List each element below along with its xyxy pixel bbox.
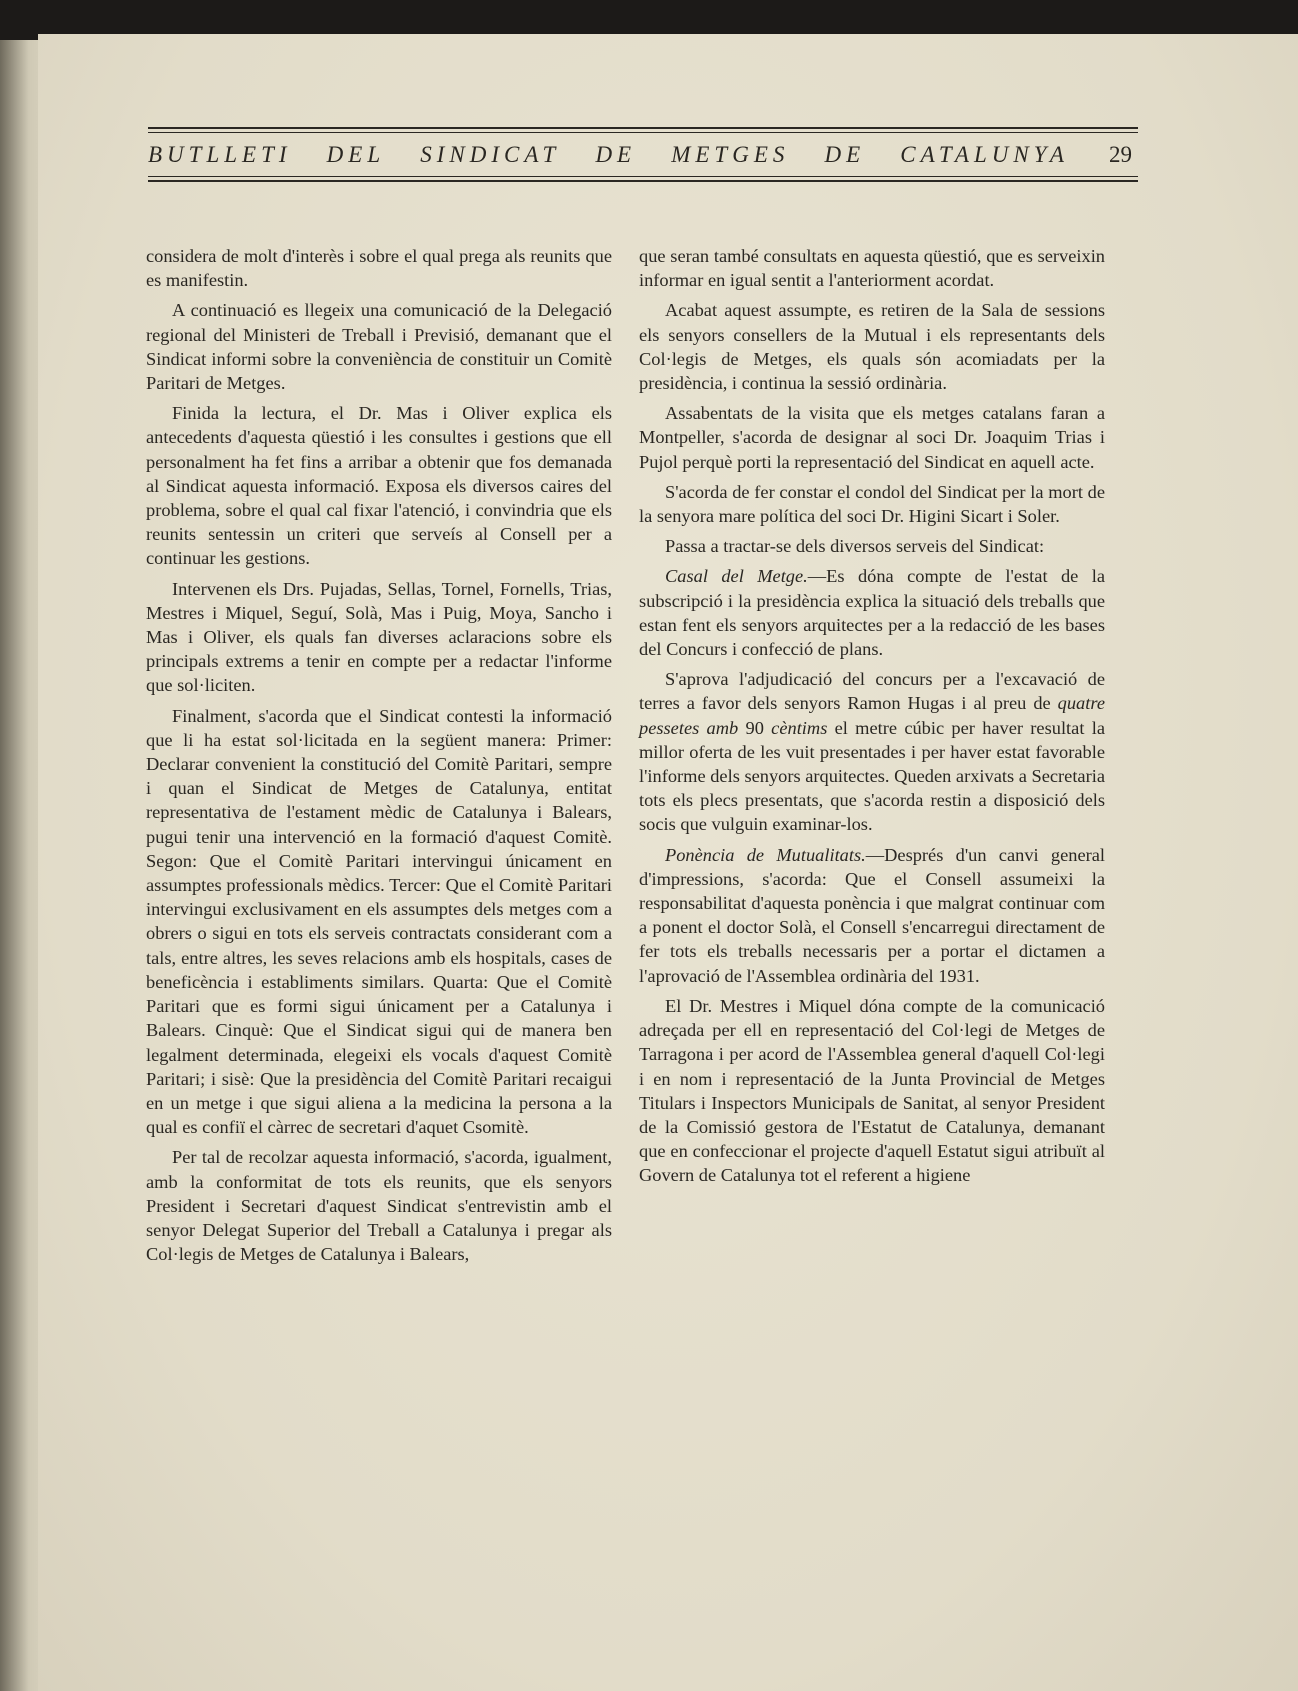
paragraph: Passa a tractar-se dels diversos serveis del Sindicat: <box>665 536 1045 557</box>
paragraph-text: 90 <box>738 717 772 738</box>
paragraph: Acabat aquest assumpte, es retiren de la Sala de sessions els senyors consellers de la Mutual i els representants dels Col·legis de Metges, els quals són acomiadats per la presidència, i continua la sessió ordinària. <box>639 300 1105 394</box>
page-number: 29 <box>1109 142 1132 167</box>
paragraph: Finalment, s'acorda que el Sindicat contesti la informació que li ha estat sol·licitada en la següent manera: Primer: Declarar convenient la constitució del Comitè Paritari, sempre i quan el Sindicat de Metges de Catalunya, entitat representativa de l'estament mèdic de Catalunya i Balears, pugui tenir una intervenció en la formació d'aquest Comitè. Segon: Que el Comitè Paritari intervingui únicament en assumptes professionals mèdics. Tercer: Que el Comitè Paritari intervingui exclusivament en els assumptes dels metges com a obrers o sigui en tots els serveis contractats considerant com a tals, entre altres, les seves relacions amb els hospitals, cases de beneficència i establiments similars. Quarta: Que el Comitè Paritari que es formi sigui únicament per a Catalunya i Balears. Cinquè: Que el Sindicat sigui qui de manera ben legalment determinada, elegeixi els vocals d'aquest Comitè Paritari; i sisè: Que la presidència del Comitè Paritari recaigui en un metge i que sigui aliena a la medicina la persona a la qual es confiï el càrrec de secretari d'aquet Csomitè. <box>146 705 612 1138</box>
header-line <box>148 133 1138 176</box>
running-header <box>148 127 1138 182</box>
paragraph: Intervenen els Drs. Pujadas, Sellas, Tornel, Fornells, Trias, Mestres i Miquel, Seguí, Solà, Mas i Puig, Moya, Sancho i Mas i Oliver, els quals fan diverses aclaracions sobre els principals extrems a tenir en compte per a redactar l'informe que sol·liciten. <box>146 578 612 696</box>
section-heading: Casal del Metge. <box>665 566 808 587</box>
title-word: CATALUNYA <box>900 142 1069 167</box>
section-heading: Ponència de Mutualitats. <box>665 844 866 865</box>
paragraph: A continuació es llegeix una comunicació de la Delegació regional del Ministeri de Treball i Previsió, demanant que el Sindicat informi sobre la conveniència de constituir un Comitè Paritari de Metges. <box>146 300 612 394</box>
header-rule-bottom <box>148 180 1138 182</box>
paragraph: S'acorda de fer constar el condol del Sindicat per la mort de la senyora mare política del soci Dr. Higini Sicart i Soler. <box>639 481 1105 527</box>
paragraph <box>639 667 1105 836</box>
title-word: DEL <box>326 142 386 167</box>
title-word: DE <box>595 142 637 167</box>
paragraph: Assabentats de la visita que els metges catalans faran a Montpeller, s'acorda de designar al soci Dr. Joaquim Trias i Pujol perquè porti la representació del Sindicat en aquell acte. <box>639 403 1105 472</box>
paragraph-text: el metre cúbic per haver resultat la millor oferta de les vuit presentades i per haver estat favorable l'informe dels senyors arquitectes. Queden arxivats a Secretaria tots els plecs presentats, que s'acorda restin a disposició dels socis que vulguin examinar-los. <box>639 717 1105 835</box>
paragraph <box>639 843 1105 988</box>
paragraph: que seran també consultats en aquesta qüestió, que es serveixin informar en igual sentit a l'anteriorment acordat. <box>639 246 1105 291</box>
paragraph-text: S'aprova l'adjudicació del concurs per a l'excavació de terres a favor dels senyors Ramon Hugas i al preu de <box>639 669 1105 714</box>
title-word: BUTLLETI <box>148 142 292 167</box>
title-word: METGES <box>671 142 790 167</box>
emphasis-text: cèntims <box>771 717 828 738</box>
title-word: DE <box>824 142 866 167</box>
left-column <box>146 244 612 1272</box>
paragraph: considera de molt d'interès i sobre el qual prega als reunits que es manifestin. <box>146 246 612 291</box>
right-column <box>639 244 1105 1194</box>
paragraph: Per tal de recolzar aquesta informació, s'acorda, igualment, amb la conformitat de tots els reunits, que els senyors President i Secretari d'aquest Sindicat s'entrevistin amb el senyor Delegat Superior del Treball a Catalunya i pregar als Col·legis de Metges de Catalunya i Balears, <box>146 1147 612 1265</box>
paragraph <box>639 564 1105 661</box>
journal-title <box>148 142 1069 168</box>
paragraph-text: —Es dóna compte de l'estat de la subscripció i la presidència explica la situació dels treballs que estan fent els senyors arquitectes per a la redacció de les bases del Concurs i confecció de plans. <box>639 566 1105 660</box>
emphasis-text: quatre pessetes amb <box>639 693 1105 738</box>
document-page <box>38 34 1298 1691</box>
title-word: SINDICAT <box>420 142 561 167</box>
paragraph-text: —Després d'un canvi general d'impressions, s'acorda: Que el Consell assumeixi la responsabilitat d'aquesta ponència i que malgrat continuar com a ponent el doctor Solà, el Consell s'encarregui directament de fer tots els treballs necessaris per a portar el dictamen a l'aprovació de l'Assemblea ordinària del 1931. <box>639 844 1106 986</box>
paragraph: Finida la lectura, el Dr. Mas i Oliver explica els antecedents d'aquesta qüestió i les consultes i gestions que ell personalment ha fet fins a arribar a obtenir que fos demanada al Sindicat aquesta informació. Exposa els diversos caires del problema, sobre el qual cal fixar l'atenció, i convindria que els reunits sentessin un criteri que serveís al Consell per a continuar les gestions. <box>146 403 612 569</box>
paragraph: El Dr. Mestres i Miquel dóna compte de la comunicació adreçada per ell en representació del Col·legi de Metges de Tarragona i per acord de l'Assemblea general d'aquell Col·legi i en nom i representació de la Junta Provincial de Metges Titulars i Inspectors Municipals de Sanitat, al senyor President de la Comissió gestora de l'Estatut de Catalunya, demanant que en confeccionar el projecte d'aquell Estatut sigui atribuït al Govern de Catalunya tot el referent a higiene <box>639 995 1105 1186</box>
